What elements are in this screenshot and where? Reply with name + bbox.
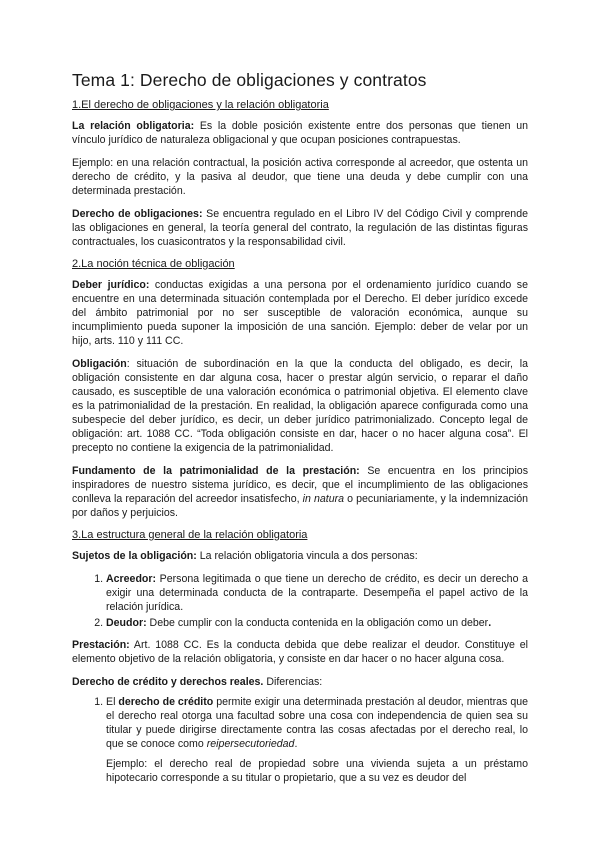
term-fundamento: Fundamento de la patrimonialidad de la prestación: [72,465,360,477]
term-derecho-credito: derecho de crédito [118,696,214,708]
term-credito-reales: Derecho de crédito y derechos reales. [72,676,264,688]
text-obligacion: : situación de subordinación en la que la conducta del obligado, es decir, la obligación consistente en dar alguna cosa, hacer o prestar algún servicio, o reparar el daño causado, es susceptible de una valoración económica o patrimonial objetiva. El elemento clave es la patrimonialidad de la prestación. En realidad, la obligación aparece configurada como una subespecie del deber jurídico, es decir, un deber jurídico patrimonializado. Concepto legal de obligación: art. 1088 CC. “Toda obligación consiste en dar, hacer o no hacer alguna cosa”. El precepto no contiene la exigencia de la patrimonialidad. [72,358,528,454]
paragraph-deber [72,278,528,348]
text-in-natura: in natura [302,493,345,505]
text-derecho: Se encuentra regulado en el Libro IV del Código Civil y comprende las obligaciones en general, la teoría general del contrato, la regulación de las distintas figuras contractuales, los cuasicontratos y la responsabilidad civil. [72,208,528,248]
page-title: Tema 1: Derecho de obligaciones y contratos [72,70,427,90]
list-item [106,572,528,614]
text-deudor: Debe cumplir con la conducta contenida en la obligación como un deber [146,617,489,629]
section-heading-3: 3.La estructura general de la relación obligatoria [72,529,308,541]
text-deudor-tail: . [488,617,492,629]
paragraph-obligacion [72,357,528,455]
list-diferencias [72,695,528,785]
paragraph-diferencias [72,675,528,689]
text-dif: permite exigir una determinada prestación al deudor, mientras que el derecho real otorga una facultad sobre una cosa con independencia de quien sea su titular y puede dirigirse directamente contra las cosas afectadas por el derecho real, lo que se conoce como [106,696,528,750]
section-heading-1: 1.El derecho de obligaciones y la relación obligatoria [72,99,329,111]
text-reipersecutoriedad: reipersecutoriedad [206,738,295,750]
paragraph-relacion [72,119,528,147]
paragraph-ejemplo: Ejemplo: en una relación contractual, la posición activa corresponde al acreedor, que ostenta un derecho de crédito, y la pasiva al deudor, que tiene una deuda y debe cumplir con una determinada prestación. [72,157,528,197]
text-fundamento-a: Se encuentra en los principios inspiradores de nuestro sistema jurídico, es decir, que el incumplimiento de las obligaciones conlleva la reparación del acreedor insatisfecho, [72,465,528,505]
text-dif-pre: El [106,696,119,708]
text-prestacion: Art. 1088 CC. Es la conducta debida que debe realizar el deudor. Constituye el elemento objetivo de la relación obligatoria, y consiste en dar hacer o no hacer alguna cosa. [72,639,528,665]
text-relacion: Es la doble posición existente entre dos personas que tienen un vínculo jurídico de naturaleza obligacional y que ocupan posiciones contrapuestas. [72,120,528,146]
term-prestacion: Prestación: [72,639,130,651]
text-deber: conductas exigidas a una persona por el ordenamiento jurídico cuando se encuentre en una determinada situación contemplada por el Derecho. El deber jurídico excede del ámbito patrimonial por no ser susceptible de valoración económica, aunque su incumplimiento pueda suponer la imposición de una sanción. Ejemplo: deber de velar por un hijo, arts. 110 y 111 CC. [72,279,528,347]
term-deudor: Deudor: [106,617,147,629]
section-heading-2: 2.La noción técnica de obligación [72,258,235,270]
text-dif-end: . [294,738,298,750]
paragraph-sujetos [72,549,528,563]
text-fundamento-b: o pecuniariamente, y la indemnización por daños y perjuicios. [72,493,528,519]
list-item [106,695,528,785]
term-sujetos: Sujetos de la obligación: [72,550,197,562]
term-relacion: La relación obligatoria: [72,120,195,132]
list-sujetos [72,572,528,630]
term-obligacion: Obligación [72,358,127,370]
paragraph-fundamento [72,464,528,520]
text-diferencias: Diferencias: [263,676,323,688]
text-sujetos: La relación obligatoria vincula a dos personas: [196,550,418,562]
text-acreedor: Persona legitimada o que tiene un derecho de crédito, es decir un derecho a exigir una determinada conducta de la contraparte. Desempeña el papel activo de la relación jurídica. [106,573,528,613]
term-derecho: Derecho de obligaciones: [72,208,203,220]
paragraph-ejemplo-hipoteca: Ejemplo: el derecho real de propiedad sobre una vivienda sujeta a un préstamo hipotecario corresponde a su titular o propietario, que a su vez es deudor del [106,758,528,784]
term-deber: Deber jurídico: [72,279,150,291]
paragraph-prestacion [72,638,528,666]
term-acreedor: Acreedor: [106,573,157,585]
list-item [106,616,528,630]
paragraph-derecho-obligaciones [72,207,528,249]
